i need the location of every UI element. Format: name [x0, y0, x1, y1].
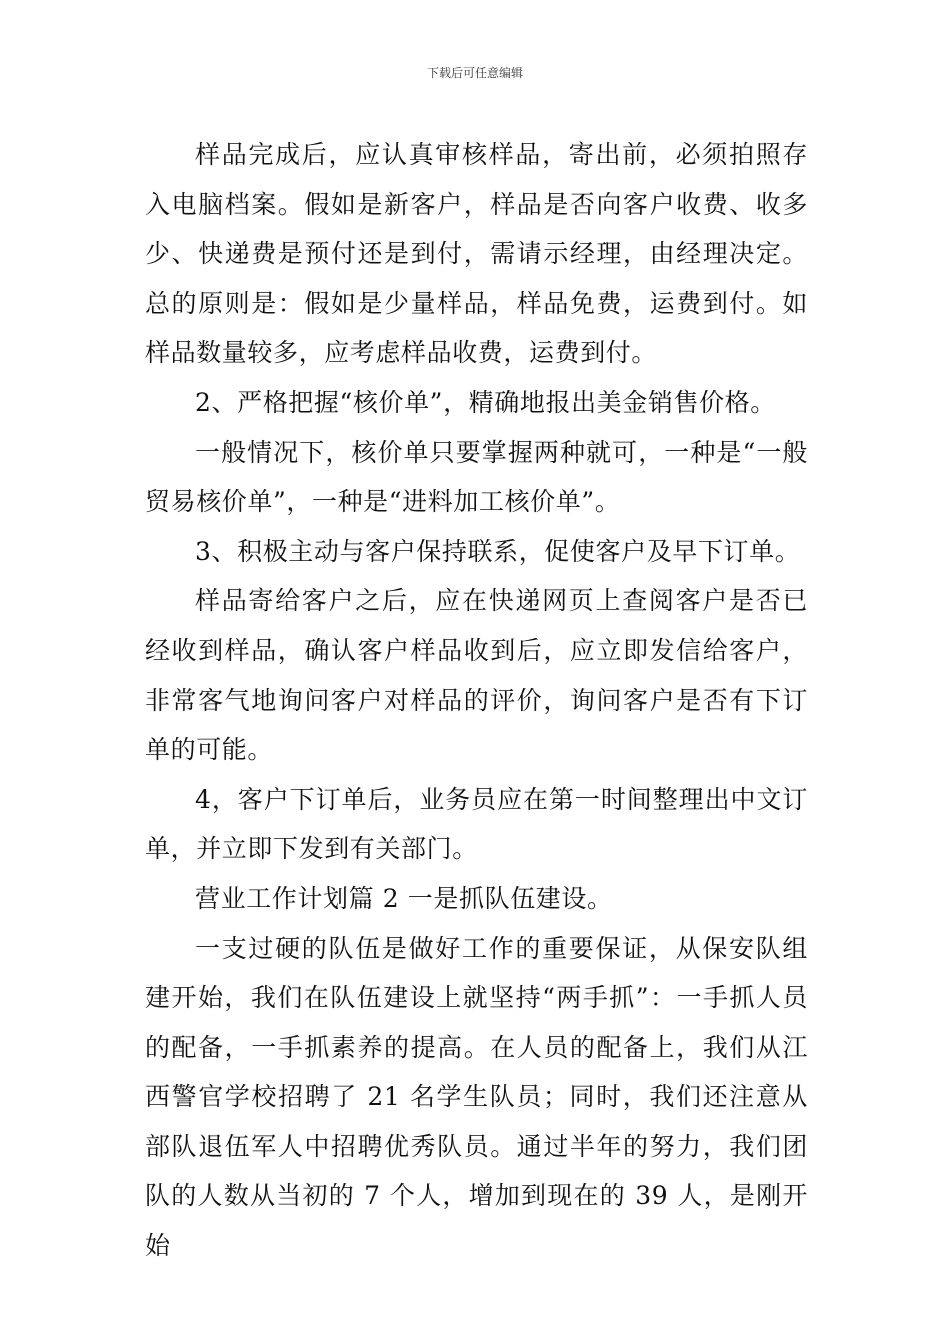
paragraph-customer-follow-up: 样品寄给客户之后，应在快递网页上查阅客户是否已经收到样品，确认客户样品收到后，应立即发信给客户，非常客气地询问客户对样品的评价，询问客户是否有下订单的可能。: [145, 586, 808, 765]
document-body: [145, 130, 808, 1271]
paragraph-point-3-heading: 3、积极主动与客户保持联系，促使客户及早下订单。: [195, 536, 801, 566]
paragraph-team-building: 一支过硬的队伍是做好工作的重要保证，从保安队组建开始，我们在队伍建设上就坚持“两手抓”：一手抓人员的配备，一手抓素养的提高。在人员的配备上，我们从江西警官学校招聘了 21 名学生队员；同时，我们还注意从部队退伍军人中招聘优秀队员。通过半年的努力，我们团队的人数从当初的 7 个人，增加到现在的 39 人，是刚开始: [145, 933, 808, 1261]
paragraph-sample-review: 样品完成后，应认真审核样品，寄出前，必须拍照存入电脑档案。假如是新客户，样品是否向客户收费、收多少、快递费是预付还是到付，需请示经理，由经理决定。总的原则是：假如是少量样品，样品免费，运费到付。如样品数量较多，应考虑样品收费，运费到付。: [145, 140, 808, 368]
page-header-note: 下载后可任意编辑: [426, 66, 523, 80]
paragraph-plan-2-heading: 营业工作计划篇 2 一是抓队伍建设。: [195, 883, 613, 913]
paragraph-point-4-order: 4，客户下订单后，业务员应在第一时间整理出中文订单，并立即下发到有关部门。: [145, 784, 808, 864]
paragraph-point-2-heading: 2、严格把握“核价单”，精确地报出美金销售价格。: [195, 387, 776, 417]
paragraph-pricing-sheets: 一般情况下，核价单只要掌握两种就可，一种是“一般贸易核价单”，一种是“进料加工核价单”。: [145, 437, 808, 517]
